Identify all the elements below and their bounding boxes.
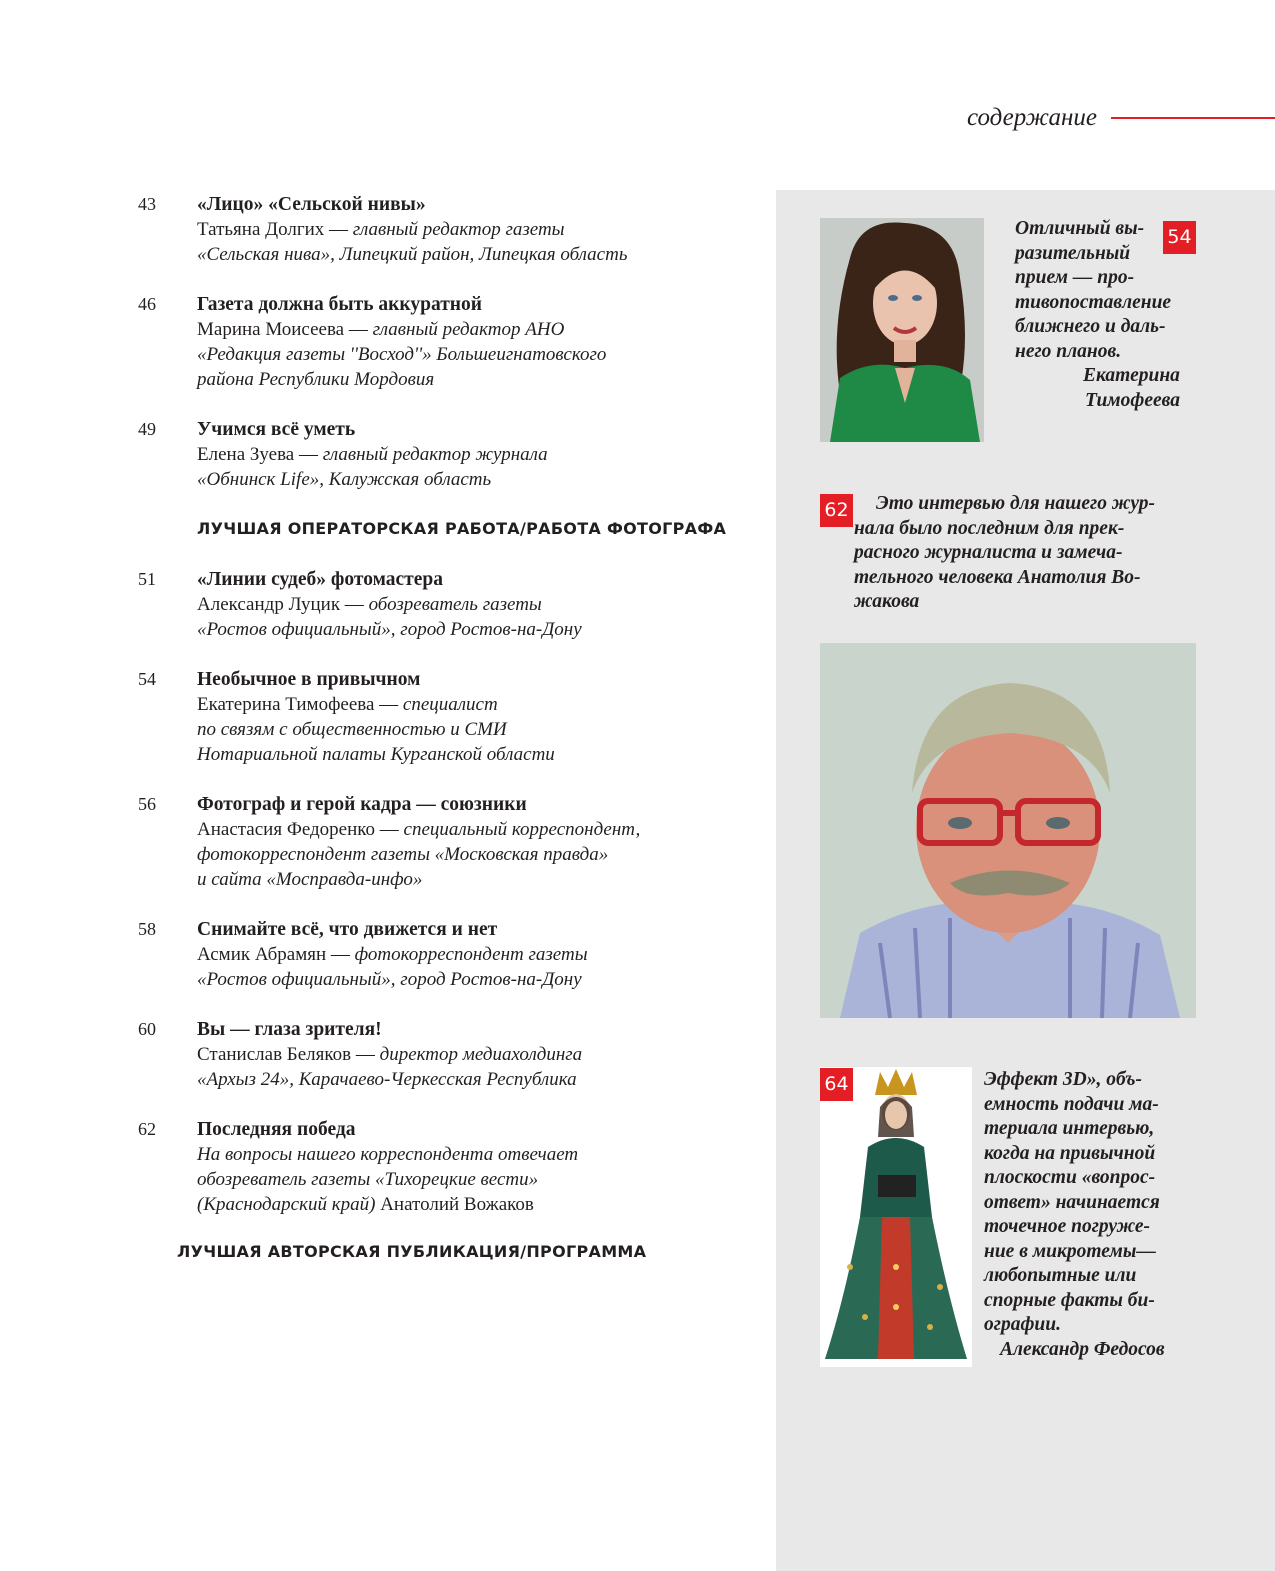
quote-line: прием — про-	[1015, 267, 1135, 288]
section-heading-author: ЛУЧШАЯ АВТОРСКАЯ ПУБЛИКАЦИЯ/ПРОГРАММА	[177, 1242, 647, 1261]
toc-author-line	[197, 1167, 757, 1192]
quote-line: Это интервью для нашего жур-	[876, 493, 1156, 514]
toc-entry-body	[197, 192, 757, 267]
toc-role-text: обозреватель газеты «Тихорецкие вести»	[197, 1169, 539, 1190]
toc-title: «Лицо» «Сельской нивы»	[197, 194, 426, 215]
doll-photo	[820, 1067, 972, 1367]
toc-author-name: Станислав Беляков —	[197, 1044, 380, 1065]
page-badge-64: 64	[820, 1068, 853, 1101]
quote-line: разительный	[1015, 242, 1131, 264]
quote-line: Отличный вы-	[1015, 218, 1145, 239]
toc-role-text: специальный корреспондент,	[403, 819, 641, 840]
toc-author-name: Анатолий Вожаков	[380, 1194, 534, 1215]
toc-title: Вы — глаза зрителя!	[197, 1019, 382, 1040]
quote-author: Александр Федосов	[1000, 1338, 1165, 1360]
section-heading-operator: ЛУЧШАЯ ОПЕРАТОРСКАЯ РАБОТА/РАБОТА ФОТОГРАФА	[197, 519, 727, 538]
toc-role-text: «Ростов официальный», город Ростов-на-Дону	[197, 969, 582, 990]
toc-author-line	[197, 367, 757, 392]
pull-quote-3	[984, 1068, 1165, 1362]
toc-author-name: Екатерина Тимофеева —	[197, 694, 403, 715]
quote-line: ние в микротемы—	[984, 1240, 1156, 1262]
toc-author-line	[197, 717, 757, 742]
toc-role-text: На вопросы нашего корреспондента отвечает	[197, 1144, 579, 1165]
quote-line: когда на привычной	[984, 1142, 1156, 1164]
quote-line: ответ» начинается	[984, 1191, 1160, 1213]
toc-role-text: главный редактор журнала	[322, 444, 548, 465]
toc-entry-body	[197, 417, 757, 492]
toc-role-text: «Архыз 24», Карачаево-Черкесская Республика	[197, 1069, 577, 1090]
toc-author-name: Анастасия Федоренко —	[197, 819, 404, 840]
toc-author-line	[197, 467, 757, 492]
toc-author-name: Марина Моисеева —	[197, 319, 373, 340]
toc-entry-body	[197, 917, 757, 992]
toc-entry-body	[197, 1117, 757, 1217]
toc-page-number: 58	[138, 919, 156, 939]
toc-author-line	[197, 442, 757, 467]
quote-line: териала интервью,	[984, 1118, 1155, 1139]
page-badge-54: 54	[1163, 221, 1196, 254]
toc-author-line	[197, 1192, 757, 1217]
toc-author-line	[197, 592, 757, 617]
quote-author: Тимофеева	[1085, 389, 1180, 411]
header-rule	[1111, 117, 1275, 119]
quote-line: тельного человека Анатолия Во-	[854, 566, 1141, 588]
toc-author-line	[197, 742, 757, 767]
quote-author: Екатерина	[1083, 365, 1180, 386]
toc-entry-body	[197, 792, 757, 892]
toc-role-text: фотокорреспондент газеты «Московская правда»	[197, 844, 609, 865]
toc-author-line	[197, 842, 757, 867]
quote-line: Эффект 3D», объ-	[984, 1069, 1143, 1090]
toc-role-text: «Сельская нива», Липецкий район, Липецкая область	[197, 244, 628, 265]
toc-title: Газета должна быть аккуратной	[197, 294, 482, 315]
toc-author-line	[197, 242, 757, 267]
toc-author-line	[197, 967, 757, 992]
toc-role-text: специалист	[402, 694, 498, 715]
toc-role-text: «Обнинск Life», Калужская область	[197, 469, 492, 490]
toc-page-number: 56	[138, 794, 156, 814]
portrait-photo-woman	[820, 218, 984, 442]
quote-line: емность подачи ма-	[984, 1093, 1159, 1115]
quote-line: ографии.	[984, 1314, 1061, 1335]
toc-title: Фотограф и герой кадра — союзники	[197, 794, 527, 815]
toc-role-text: «Ростов официальный», город Ростов-на-Дону	[197, 619, 582, 640]
toc-role-text: «Редакция газеты ''Восход''» Большеигнатовского	[197, 344, 607, 365]
toc-author-line	[197, 342, 757, 367]
toc-entry-body	[197, 667, 757, 767]
toc-author-line	[197, 1042, 757, 1067]
toc-page-number: 43	[138, 194, 156, 214]
toc-role-text: директор медиахолдинга	[379, 1044, 583, 1065]
toc-title: «Линии судеб» фотомастера	[197, 569, 443, 590]
toc-title: Необычное в привычном	[197, 669, 421, 690]
toc-entry-body	[197, 1017, 757, 1092]
toc-page-number: 46	[138, 294, 156, 314]
toc-page-number: 51	[138, 569, 156, 589]
toc-author-name: Татьяна Долгих —	[197, 219, 353, 240]
toc-role-text: главный редактор АНО	[372, 319, 565, 340]
quote-line: ближнего и даль-	[1015, 316, 1166, 337]
toc-page-number: 60	[138, 1019, 156, 1039]
toc-title: Учимся всё уметь	[197, 419, 356, 440]
toc-role-text: Нотариальной палаты Курганской области	[197, 744, 555, 765]
toc-author-line	[197, 1142, 757, 1167]
toc-page-number: 62	[138, 1119, 156, 1139]
quote-line: спорные факты би-	[984, 1289, 1155, 1311]
toc-title: Снимайте всё, что движется и нет	[197, 919, 498, 940]
pull-quote-1	[1015, 217, 1195, 413]
toc-role-text: главный редактор газеты	[352, 219, 565, 240]
toc-role-text: обозреватель газеты	[368, 594, 542, 615]
toc-author-line	[197, 867, 757, 892]
quote-line: точечное погруже-	[984, 1216, 1151, 1237]
toc-title: Последняя победа	[197, 1119, 356, 1140]
section-header: содержание	[967, 104, 1097, 131]
quote-line: него планов.	[1015, 340, 1122, 362]
quote-line: расного журналиста и замеча-	[854, 542, 1123, 563]
pull-quote-2	[854, 492, 1155, 615]
quote-line: плоскости «вопрос-	[984, 1167, 1156, 1188]
toc-role-text: по связям с общественностью и СМИ	[197, 719, 507, 740]
quote-line: нала было последним для прек-	[854, 517, 1125, 539]
quote-line: жакова	[854, 591, 920, 612]
toc-role-text: и сайта «Мосправда-инфо»	[197, 869, 423, 890]
portrait-photo-man	[820, 643, 1196, 1018]
toc-author-line	[197, 942, 757, 967]
quote-line: любопытные или	[984, 1265, 1137, 1286]
toc-entry-body	[197, 292, 757, 392]
toc-author-line	[197, 317, 757, 342]
toc-role-text: (Краснодарский край)	[197, 1194, 381, 1215]
page-badge-62: 62	[820, 494, 853, 527]
toc-author-line	[197, 692, 757, 717]
toc-author-line	[197, 1067, 757, 1092]
toc-author-line	[197, 217, 757, 242]
toc-author-line	[197, 817, 757, 842]
toc-author-line	[197, 617, 757, 642]
toc-author-name: Александр Луцик —	[197, 594, 369, 615]
toc-role-text: фотокорреспондент газеты	[354, 944, 588, 965]
toc-entry-body	[197, 567, 757, 642]
toc-author-name: Елена Зуева —	[197, 444, 323, 465]
toc-author-name: Асмик Абрамян —	[197, 944, 355, 965]
toc-page-number: 49	[138, 419, 156, 439]
toc-role-text: района Республики Мордовия	[197, 369, 435, 390]
quote-line: тивопоставление	[1015, 291, 1172, 313]
toc-page-number: 54	[138, 669, 156, 689]
